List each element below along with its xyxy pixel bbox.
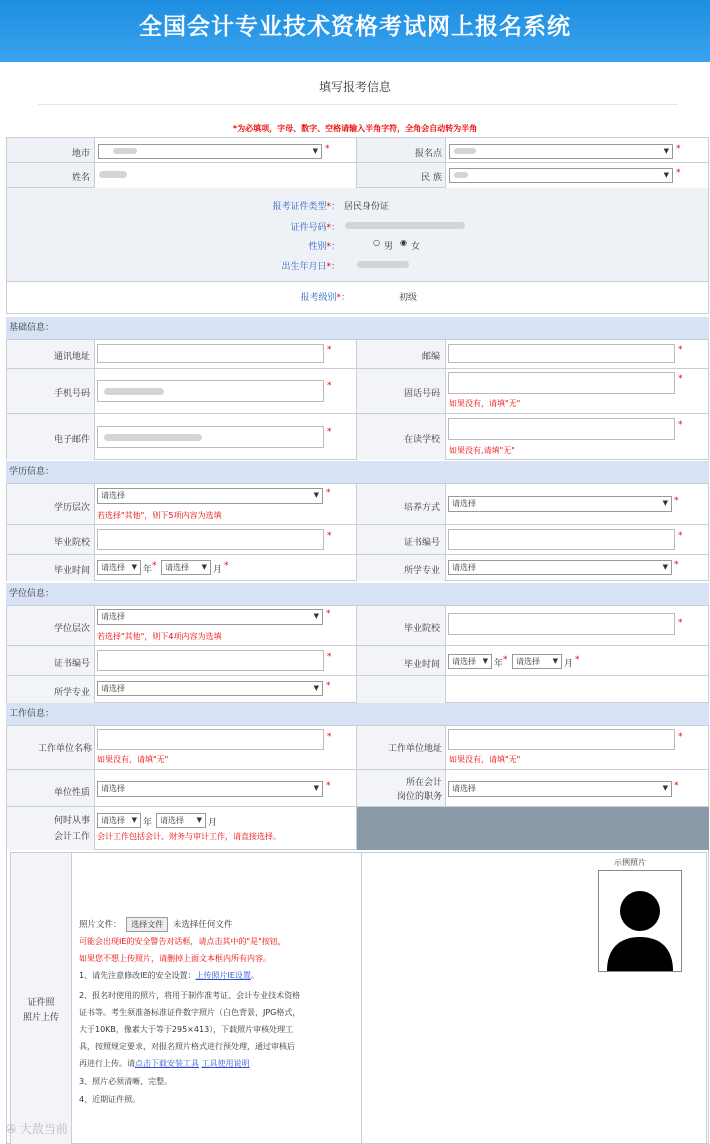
post-select[interactable]: 请选择 ▼ [448,781,672,797]
school-input[interactable] [448,418,675,440]
nature-label: 单位性质 [53,788,90,798]
phone-hint: 如果没有，请填"无" [449,399,521,408]
chevron-down-icon: ▼ [131,563,137,571]
gender-male-label: 男 [384,242,394,252]
deg-school-label: 毕业院校 [403,624,440,634]
company-addr-hint: 如果没有，请填"无" [449,755,521,764]
birth-label: 出生年月日*： [281,262,340,272]
company-input[interactable] [97,729,324,750]
chevron-down-icon: ▼ [312,147,318,155]
company-hint: 如果没有，请填"无" [97,755,169,764]
since-month-select[interactable]: 请选择 ▼ [156,813,206,828]
watermark: ✇ 大敌当前 [6,1122,68,1136]
photo-warn-1: 可能会出现IE的安全警告对话框，请点击其中的"是"按钮， [79,937,286,946]
train-label: 培养方式 [403,503,440,513]
edu-level-select[interactable]: 请选择 ▼ [97,488,323,504]
chevron-down-icon: ▼ [313,684,319,692]
edu-cert-input[interactable] [448,529,675,550]
chevron-down-icon: ▼ [663,147,669,155]
ethnic-select[interactable] [449,168,673,183]
id-type-label: 报考证件类型*： [272,202,340,212]
edu-school-input[interactable] [97,529,324,550]
id-type-value: 居民身份证 [344,202,390,212]
region-select[interactable] [98,144,322,159]
id-number-label: 证件号码*： [290,223,340,233]
photo-tip-1: 1、请先注意修改IE的安全设置：上传照片IE设置。 [79,971,259,980]
deg-school-input[interactable] [448,613,675,635]
photo-tip-2: 2、报名时使用的照片，将用于制作准考证、会计专业技术资格 证书等。考生须准备标准证件数字照片（白色背景，JPG格式， 大于10KB，像素大于等于295×413），下载照片审核处理工 具，按照规定要求，对报名照片格式进行预处理，通过审核后 再进行上传。请点击下载安装工具 工具使用说明 [79,991,301,1068]
edu-month-select[interactable]: 请选择 ▼ [161,560,211,575]
address-label: 通讯地址 [53,352,90,362]
no-file-text: 未选择任何文件 [172,920,233,930]
level-value: 初级 [399,293,418,303]
deg-time-label: 毕业时间 [403,660,440,670]
phone-label: 固话号码 [403,389,440,399]
header-banner [0,0,710,62]
photo-file-label: 照片文件： [79,920,122,930]
page-title: 全国会计专业技术资格考试网上报名系统 [139,14,571,40]
school-hint: 如果没有,请填"无" [449,446,515,455]
deg-month-select[interactable]: 请选择 ▼ [512,654,562,669]
sample-photo [598,870,682,972]
download-tool-link[interactable]: 点击下载安装工具 [135,1059,199,1068]
email-input[interactable] [97,426,324,448]
photo-tip-3: 3、照片必须清晰、完整。 [79,1077,173,1086]
photo-file-row [79,917,232,932]
eye-icon: ✇ [6,1122,17,1136]
divider [38,104,678,105]
edu-level-hint: 若选择"其他"，则下5项内容为选填 [97,511,222,520]
deg-cert-input[interactable] [97,650,324,671]
company-addr-label: 工作单位地址 [387,744,442,754]
section-work: 工作信息： [6,703,709,725]
deg-level-select[interactable]: 请选择 ▼ [97,609,323,625]
chevron-down-icon: ▼ [663,171,669,179]
chevron-down-icon: ▼ [662,784,668,792]
level-label: 报考级别*： [300,293,350,303]
deg-year-select[interactable]: 请选择 ▼ [448,654,492,669]
chevron-down-icon: ▼ [201,563,207,571]
mobile-label: 手机号码 [53,389,90,399]
edu-major-label: 所学专业 [403,566,440,576]
zip-input[interactable] [448,344,675,363]
form-subtitle: 填写报考信息 [318,80,391,94]
edu-school-label: 毕业院校 [53,538,90,548]
required-notice: *为必填项，字母、数字、空格请输入半角字符，全角会自动转为半角 [232,124,478,133]
address-input[interactable] [97,344,324,363]
since-hint: 会计工作包括会计、财务与审计工作，请直接选择。 [97,832,281,841]
chevron-down-icon: ▼ [313,784,319,792]
site-label: 报名点 [414,149,442,159]
deg-major-label: 所学专业 [53,688,90,698]
gender-label: 性别*： [308,242,340,252]
company-addr-input[interactable] [448,729,675,750]
email-label: 电子邮件 [53,435,90,445]
name-label: 姓名 [71,173,90,183]
deg-level-label: 学位层次 [53,624,90,634]
birth-value [357,261,409,268]
school-label: 在读学校 [403,435,440,445]
site-select[interactable] [449,144,673,159]
ethnic-label: 民 族 [421,173,442,183]
section-education: 学历信息： [6,461,709,483]
nature-select[interactable]: 请选择 ▼ [97,781,323,797]
name-value [99,171,127,178]
tool-help-link[interactable]: 工具使用说明 [201,1059,250,1068]
photo-label: 证件照 照片上传 [22,998,59,1023]
id-number-value [345,222,465,229]
zip-label: 邮编 [421,352,440,362]
company-label: 工作单位名称 [37,744,92,754]
section-degree: 学位信息： [6,583,709,605]
gender-female-label: 女 [411,242,421,252]
ie-settings-link[interactable]: 上传照片IE设置 [195,971,251,980]
since-year-select[interactable]: 请选择 ▼ [97,813,141,828]
edu-time-label: 毕业时间 [53,566,90,576]
train-select[interactable]: 请选择 ▼ [448,496,672,512]
deg-major-select[interactable]: 请选择 ▼ [97,681,323,696]
edu-level-label: 学历层次 [53,503,90,513]
deg-level-hint: 若选择"其他"，则下4项内容为选填 [97,632,222,641]
gender-male-radio[interactable]: ○ [373,238,380,247]
edu-year-select[interactable]: 请选择 ▼ [97,560,141,575]
chevron-down-icon: ▼ [313,612,319,620]
mobile-input[interactable] [97,380,324,402]
sample-photo-label: 示例照片 [614,858,646,867]
edu-major-select[interactable]: 请选择 ▼ [448,560,672,575]
edu-cert-label: 证书编号 [403,538,440,548]
chevron-down-icon: ▼ [131,816,137,824]
gender-female-radio[interactable]: ◉ [400,238,407,247]
since-label: 何时从事 会计工作 [53,816,90,842]
post-label: 所在会计 岗位的职务 [396,778,442,802]
deg-cert-label: 证书编号 [53,659,90,669]
chevron-down-icon: ▼ [196,816,202,824]
region-label: 地市 [71,149,90,159]
chevron-down-icon: ▼ [552,657,558,665]
choose-file-button[interactable]: 选择文件 [126,917,168,932]
chevron-down-icon: ▼ [482,657,488,665]
photo-tip-4: 4、近期证件照。 [79,1095,141,1104]
chevron-down-icon: ▼ [662,563,668,571]
phone-input[interactable] [448,372,675,394]
chevron-down-icon: ▼ [662,499,668,507]
section-basic: 基础信息： [6,317,709,339]
chevron-down-icon: ▼ [313,491,319,499]
photo-warn-2: 如果您不想上传照片，请删掉上面文本框内所有内容。 [79,954,271,963]
gray-filler [357,807,709,850]
